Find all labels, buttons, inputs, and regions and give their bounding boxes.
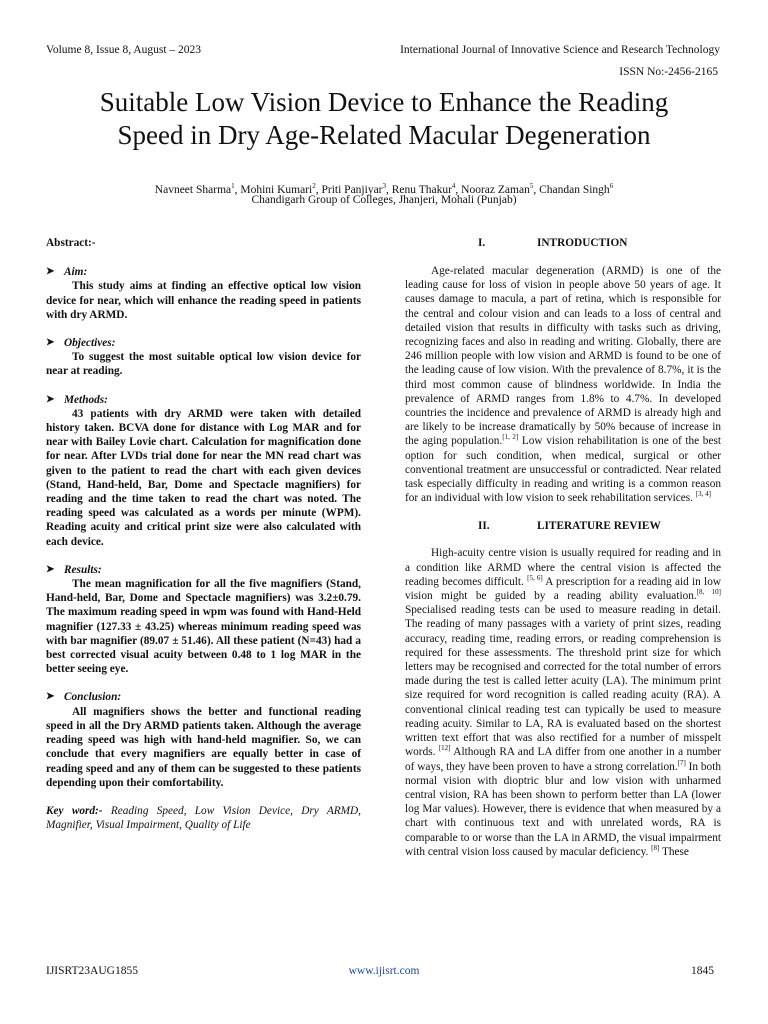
arrow-bullet-icon: ➤ <box>46 393 55 405</box>
title-line-1: Suitable Low Vision Device to Enhance the Reading <box>99 87 669 117</box>
affiliation: Chandigarh Group of Colleges, Jhanjeri, Mohali (Punjab) <box>251 194 517 206</box>
abstract-column <box>46 236 361 832</box>
literature-paragraph: High-acuity centre vision is usually required for reading and in a condition like ARMD where the central vision is affected the reading becomes difficult. [5, 6] A prescription for a reading aid in low vision might be guided by a reading ability evaluation.[8, 10] Specialised reading tests can be used to measure reading in detail. The reading of many passages with a variety of print sizes, reading accuracy, reading time, reading errors, or reading comprehension is required for these assessments. The threshold print size for which letters may be recognised and corrected for the total number of errors made during the test is called letter acuity (LA). The minimum print size required for word recognition is called reading acuity (RA). A conventional clinical reading test can typically be used to measure reading acuity. Similar to LA, RA is evaluated based on the shortest written text effort that was also rectified for a number of misspelt words. [12] Although RA and LA differ from one another in a number of ways, they have been proven to have a strong correlation.[7] In both normal vision with dioptric blur and low vision with unharmed central vision, RA has been shown to perform better than LA (lower log Mar values). However, there is evidence that when measured by a chart with continuous text and with unrelated words, RA is comparable to or worse than the LA in ARMD, the visual impairment with central vision loss caused by macular deficiency. [8] These <box>405 547 721 858</box>
volume-issue: Volume 8, Issue 8, August – 2023 <box>46 44 202 56</box>
arrow-bullet-icon: ➤ <box>46 266 55 278</box>
aim-text: This study aims at finding an effective optical low vision device for near, which will enhance the reading speed in patients with dry ARMD. <box>46 280 361 321</box>
website-link[interactable]: www.ijisrt.com <box>348 965 420 977</box>
page-number: 1845 <box>691 965 714 977</box>
author: Renu Thakur <box>391 183 452 196</box>
paper-title <box>40 86 728 152</box>
section-heading-introduction: I. INTRODUCTION <box>478 237 628 250</box>
conclusion-heading: ➤ Conclusion: <box>46 691 122 704</box>
paper-code: IJISRT23AUG1855 <box>46 965 138 977</box>
body-column <box>405 236 721 859</box>
conclusion-text: All magnifiers shows the better and functional reading speed in all the Dry ARMD patients taken. Although the average reading speed was high with hand-held magnifier. So, we can conclude that every magnifiers are equally better in case of reading speed and any of them can be suggested to these patients depending upon their comfortability. <box>46 705 361 789</box>
arrow-bullet-icon: ➤ <box>46 337 55 349</box>
keywords: Key word:- Reading Speed, Low Vision Device, Dry ARMD, Magnifier, Visual Impairment, Quality of Life <box>46 804 362 832</box>
issn: ISSN No:-2456-2165 <box>619 66 718 78</box>
arrow-bullet-icon: ➤ <box>46 563 55 575</box>
author: Nooraz Zaman <box>461 183 530 196</box>
methods-heading: ➤ Methods: <box>46 393 108 406</box>
results-heading: ➤ Results: <box>46 563 102 576</box>
author: Navneet Sharma <box>154 183 232 196</box>
author: Mohini Kumari <box>240 183 313 196</box>
objectives-text: To suggest the most suitable optical low vision device for near at reading. <box>46 351 361 378</box>
author-list: Navneet Sharma$^1$, Mohini Kumari$^2$, Priti Panjiyar$^3$, Renu Thakur$^4$, Nooraz Zaman$^5$, Chandan Singh$^6$ <box>154 182 614 196</box>
arrow-bullet-icon: ➤ <box>46 691 55 703</box>
methods-text: 43 patients with dry ARMD were taken with detailed history taken. BCVA done for distance with Log MAR and for near with Bailey Lovie chart. Calculation for magnification done for near. After LVDs trial done for near the MN read chart was given to the patient to read the chart with each given devices (Stand, Hand-held, Bar, Dome and Spectacle magnifiers) for reading and the time taken to read the chart was noted. The reading speed was calculated as a words per minute (WPM). Reading acuity and critical print size were also calculated with each device. <box>46 407 361 548</box>
aim-heading: ➤ Aim: <box>46 266 88 279</box>
results-text: The mean magnification for all the five magnifiers (Stand, Hand-held, Bar, Dome and Spectacle magnifiers) was 3.2±0.79. The maximum reading speed in wpm was found with Hand-Held magnifier (127.33 ± 43.25) whereas minimum reading speed was with bar magnifier (89.07 ± 51.46). All these patient (N=43) had a best corrected visual acuity between 0.48 to 1 log MAR in the better seeing eye. <box>46 578 361 676</box>
author: Priti Panjiyar <box>321 183 383 196</box>
abstract-heading: Abstract:- <box>46 237 96 249</box>
author: Chandan Singh <box>539 183 610 196</box>
section-heading-literature-review: II. LITERATURE REVIEW <box>478 519 661 532</box>
journal-name: International Journal of Innovative Science and Research Technology <box>400 44 720 56</box>
title-line-2: Speed in Dry Age-Related Macular Degeneration <box>117 120 651 150</box>
introduction-paragraph: Age-related macular degeneration (ARMD) is one of the leading cause for loss of vision in people above 50 years of age. It causes damage to macula, a part of retina, which is responsible for the central and colour vision and can leads to a loss of central and detailed vision that results in difficulty with tasks such as driving, recognizing faces and also in reading and writing. Globally, there are 246 million people with low vision and ARMD is found to be one of the leading cause of low vision. With the prevalence of 8.7%, it is the third most common cause of blindness worldwide. In India the prevalence of ARMD ranges from 1.8% to 4.7%. In developed countries the incidence and prevalence of ARMD is already high and are likely to be increase dramatically by 50% because of increase in the aging population.[1, 2] Low vision rehabilitation is one of the best option for such condition, when medical, surgical or other conventional treatment are unsuccessful or contradicted. Near related task especially difficulty in reading and writing is a common reason for an individual with low vision to seek rehabilitation services. [3, 4] <box>405 265 721 505</box>
objectives-heading: ➤ Objectives: <box>46 337 116 350</box>
